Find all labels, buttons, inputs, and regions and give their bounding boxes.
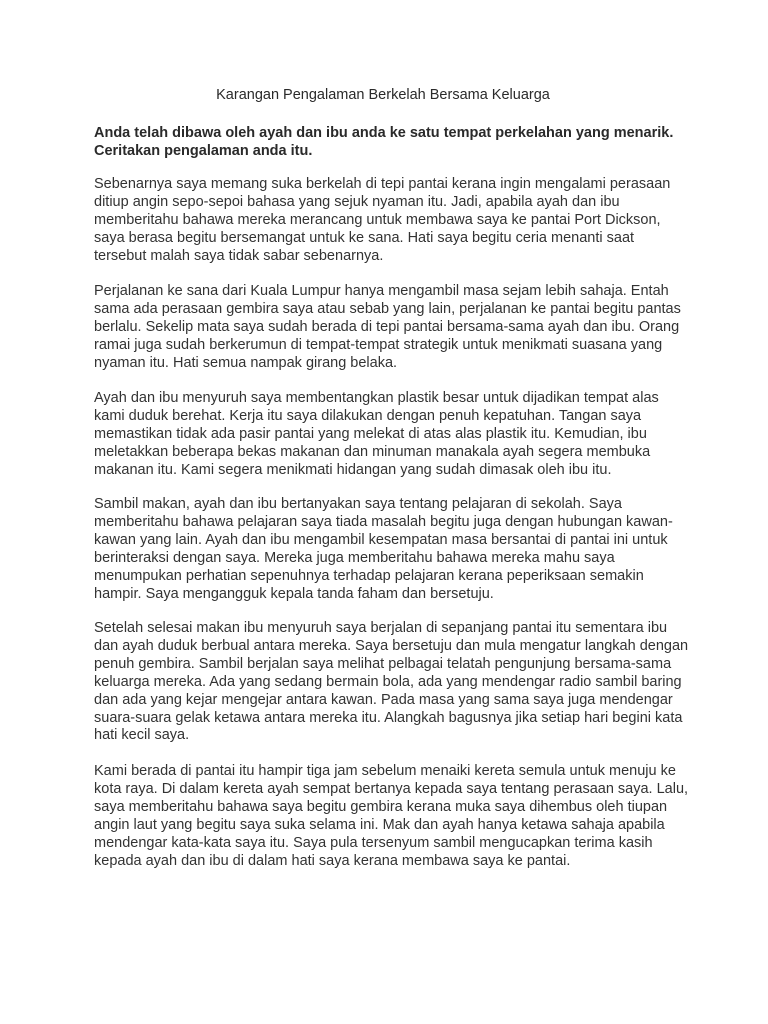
paragraph-line: suara-suara gelak ketawa antara mereka itu. Alangkah bagusnya jika setiap hari begini kata [94, 709, 683, 726]
paragraph-line: kawan yang lain. Ayah dan ibu mengambil kesempatan masa bersantai di pantai ini untuk [94, 531, 668, 548]
paragraph-line: menumpukan perhatian sepenuhnya terhadap pelajaran kerana peperiksaan semakin [94, 567, 644, 584]
paragraph-line: penuh gembira. Sambil berjalan saya melihat pelbagai telatah pengunjung bersama-sama [94, 655, 672, 672]
paragraph-5 [94, 620, 714, 745]
paragraph-line: kota raya. Di dalam kereta ayah sempat bertanya kepada saya tentang perasaan saya. Lalu, [94, 780, 689, 797]
document-title: Karangan Pengalaman Berkelah Bersama Keluarga [216, 87, 550, 103]
paragraph-line: saya berasa begitu bersemangat untuk ke sana. Hati saya begitu ceria menanti saat [94, 229, 635, 246]
paragraph-line: makanan itu. Kami segera menikmati hidangan yang sudah dimasak oleh ibu itu. [94, 461, 612, 478]
paragraph-line: kepada ayah dan ibu di dalam hati saya kerana membawa saya ke pantai. [94, 852, 571, 869]
paragraph-line: dan ayah duduk berbual antara mereka. Saya bersetuju dan mula mengatur langkah dengan [94, 637, 689, 654]
paragraph-1 [94, 176, 714, 266]
paragraph-line: kami duduk berehat. Kerja itu saya dilakukan dengan penuh kepatuhan. Tangan saya [94, 407, 642, 424]
paragraph-6 [94, 763, 714, 870]
question-line: Anda telah dibawa oleh ayah dan ibu anda ke satu tempat perkelahan yang menarik. [94, 125, 674, 141]
paragraph-line: Setelah selesai makan ibu menyuruh saya berjalan di sepanjang pantai itu sementara ibu [94, 620, 668, 636]
paragraph-line: mendengar kata-kata saya itu. Saya pula tersenyum sambil mengucapkan terima kasih [94, 834, 653, 851]
paragraph-line: ramai juga sudah berkerumun di tempat-tempat strategik untuk menikmati suasana yang [94, 336, 663, 353]
paragraph-4 [94, 496, 714, 603]
paragraph-line: angin laut yang begitu saya suka selama ini. Mak dan ayah hanya ketawa sahaja apabila [94, 816, 665, 833]
paragraph-line: memastikan tidak ada pasir pantai yang melekat di atas alas plastik itu. Kemudian, ibu [94, 425, 647, 442]
paragraph-line: Kami berada di pantai itu hampir tiga jam sebelum menaiki kereta semula untuk menuju ke [94, 763, 676, 779]
paragraph-3 [94, 390, 714, 480]
paragraph-line: nyaman itu. Hati semua nampak girang belaka. [94, 354, 398, 371]
paragraph-line: memberitahu bahawa mereka merancang untuk membawa saya ke pantai Port Dickson, [94, 211, 661, 228]
paragraph-line: Perjalanan ke sana dari Kuala Lumpur hanya mengambil masa sejam lebih sahaja. Entah [94, 283, 669, 299]
paragraph-line: meletakkan beberapa bekas makanan dan minuman manakala ayah segera membuka [94, 443, 651, 460]
essay-question [94, 124, 694, 160]
paragraph-line: Sebenarnya saya memang suka berkelah di tepi pantai kerana ingin mengalami perasaan [94, 176, 671, 192]
paragraph-2 [94, 283, 714, 373]
paragraph-line: sama ada perasaan gembira saya atau sebab yang lain, perjalanan ke pantai begitu pantas [94, 300, 681, 317]
paragraph-line: berlalu. Sekelip mata saya sudah berada di tepi pantai bersama-sama ayah dan ibu. Orang [94, 318, 680, 335]
paragraph-line: hampir. Saya mengangguk kepala tanda faham dan bersetuju. [94, 585, 494, 602]
paragraph-line: berinteraksi dengan saya. Mereka juga memberitahu bahawa mereka mahu saya [94, 549, 615, 566]
question-line: Ceritakan pengalaman anda itu. [94, 143, 313, 159]
paragraph-line: keluarga mereka. Ada yang sedang bermain bola, ada yang mendengar radio sambil baring [94, 673, 682, 690]
paragraph-line: saya memberitahu bahawa saya begitu gembira kerana muka saya dihembus oleh tiupan [94, 798, 668, 815]
paragraph-line: hati kecil saya. [94, 727, 190, 744]
paragraph-line: dan ada yang kejar mengejar antara kawan. Pada masa yang sama saya juga mendengar [94, 691, 673, 708]
paragraph-line: ditiup angin sepo-sepoi bahasa yang sejuk nyaman itu. Jadi, apabila ayah dan ibu [94, 193, 620, 210]
paragraph-line: memberitahu bahawa pelajaran saya tiada masalah begitu juga dengan hubungan kawan- [94, 513, 673, 530]
paragraph-line: Sambil makan, ayah dan ibu bertanyakan saya tentang pelajaran di sekolah. Saya [94, 496, 622, 512]
paragraph-line: Ayah dan ibu menyuruh saya membentangkan plastik besar untuk dijadikan tempat alas [94, 390, 659, 406]
paragraph-line: tersebut malah saya tidak sabar sebenarnya. [94, 247, 384, 264]
